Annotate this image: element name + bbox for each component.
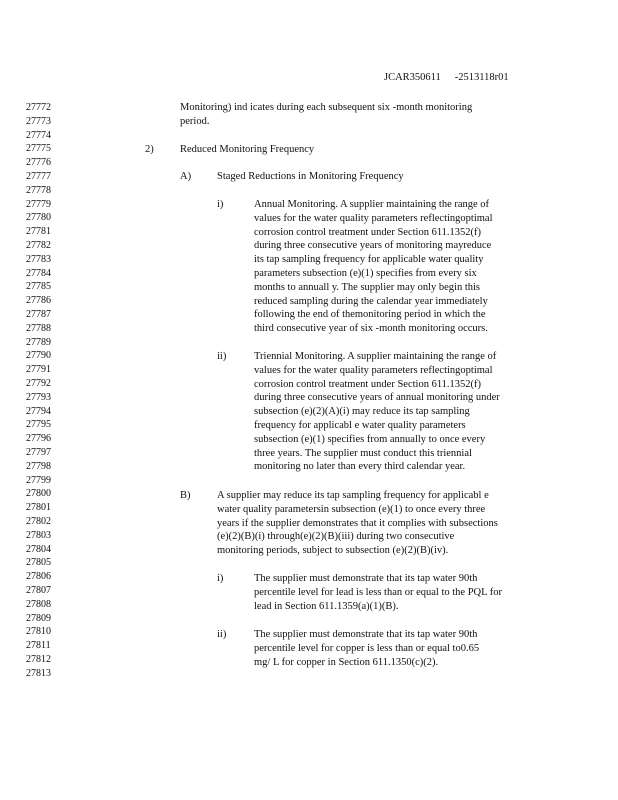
item-2a-ii-line: corrosion control treatment under Section 611.1352(f): [254, 378, 482, 390]
line-number: 27802: [26, 516, 51, 527]
line-number: 27791: [26, 364, 51, 376]
line-number: 27777: [26, 171, 51, 182]
line-number: 27799: [26, 474, 51, 486]
item-2a-heading: Staged Reductions in Monitoring Frequency: [217, 171, 404, 182]
intro-line-1: Monitoring) ind icates during each subsequent six -month monitoring: [180, 102, 473, 113]
line-number: 27779: [26, 198, 51, 210]
item-2b-ii-line: percentile level for copper is less than or equal to0.65: [254, 642, 480, 654]
line-number: 27792: [26, 378, 51, 389]
item-2a-i-line: third consecutive year of six -month monitoring occurs.: [254, 323, 488, 335]
item-2a-i-line: corrosion control treatment under Section 611.1352(f): [254, 226, 482, 238]
item-2-marker: 2): [145, 144, 154, 155]
line-number: 27795: [26, 419, 51, 431]
line-number: 27774: [26, 129, 51, 141]
intro-line-2: period.: [180, 116, 210, 127]
item-2a-i-line: its tap sampling frequency for applicable water quality: [254, 254, 484, 266]
line-number: 27806: [26, 571, 51, 583]
line-number: 27810: [26, 626, 51, 638]
item-2b-ii-line: The supplier must demonstrate that its tap water 90th: [254, 629, 478, 640]
item-2a-ii-line: values for the water quality parameters reflectingoptimal: [254, 364, 493, 376]
line-number: 27780: [26, 212, 51, 224]
item-2b-i-line: percentile level for lead is less than or equal to the PQL for: [254, 586, 503, 598]
item-2a-ii-line: subsection (e)(1) specifies from annually to once every: [254, 433, 486, 445]
line-number: 27787: [26, 309, 51, 320]
line-number: 27786: [26, 295, 51, 307]
line-number: 27782: [26, 240, 51, 251]
line-number: 27804: [26, 543, 51, 555]
line-number: 27772: [26, 102, 51, 113]
line-number: 27812: [26, 654, 51, 665]
line-number: 27790: [26, 350, 51, 362]
item-2a-i-line: reduced sampling during the calendar year immediately: [254, 295, 488, 307]
item-2b-line: water quality parametersin subsection (e)(1) to once every three: [217, 503, 486, 515]
item-2a-ii-line: monitoring no later than every third calendar year.: [254, 461, 466, 473]
line-number: 27808: [26, 598, 51, 610]
line-number: 27785: [26, 281, 51, 293]
line-number: 27798: [26, 460, 51, 472]
item-2b-line: years if the supplier demonstrates that it complies with subsections: [217, 517, 498, 529]
line-number: 27797: [26, 447, 51, 458]
item-2a-i-line: months to annuall y. The supplier may only begin this: [254, 281, 481, 293]
item-2a-i-line: Annual Monitoring. A supplier maintaining the range of: [254, 199, 490, 210]
line-number: 27805: [26, 557, 51, 569]
item-2b-i-line: The supplier must demonstrate that its tap water 90th: [254, 573, 478, 584]
item-2a-ii-line: three years. The supplier must conduct this triennial: [254, 447, 472, 459]
item-2a-ii-marker: ii): [217, 351, 227, 362]
line-number: 27796: [26, 433, 51, 445]
line-number: 27788: [26, 322, 51, 334]
item-2a-i-marker: i): [217, 199, 224, 210]
item-2a-i-line: following the end of themonitoring period in which the: [254, 309, 486, 321]
item-2b-i-line: lead in Section 611.1359(a)(1)(B).: [254, 600, 399, 612]
document-number: -2513118r01: [454, 72, 509, 83]
item-2b-ii-line: mg/ L for copper in Section 611.1350(c)(2).: [254, 656, 439, 668]
item-2b-line: A supplier may reduce its tap sampling frequency for applicabl e: [217, 490, 489, 501]
item-2a-i-line: values for the water quality parameters reflectingoptimal: [254, 212, 493, 224]
item-2-heading: Reduced Monitoring Frequency: [180, 144, 315, 155]
item-2b-ii-marker: ii): [217, 629, 227, 640]
item-2a-ii-line: Triennial Monitoring. A supplier maintaining the range of: [254, 351, 497, 362]
item-2a-ii-line: frequency for applicabl e water quality parameters: [254, 420, 466, 431]
item-2b-line: (e)(2)(B)(i) through(e)(2)(B)(iii) during two consecutive: [217, 531, 455, 543]
item-2a-i-line: during three consecutive years of monitoring mayreduce: [254, 240, 492, 252]
item-2a-ii-line: subsection (e)(2)(A)(i) may reduce its tap sampling: [254, 406, 470, 418]
line-number: 27803: [26, 529, 51, 541]
page-header: [384, 72, 509, 83]
line-number: 27773: [26, 115, 51, 127]
line-number: 27781: [26, 226, 51, 238]
item-2b-marker: B): [180, 490, 191, 501]
item-2b-line: monitoring periods, subject to subsection (e)(2)(B)(iv).: [217, 545, 449, 557]
line-number: 27778: [26, 184, 51, 196]
line-number: 27794: [26, 405, 51, 417]
line-number: 27784: [26, 267, 51, 279]
line-number: 27801: [26, 502, 51, 514]
line-number: 27807: [26, 585, 51, 596]
line-number: 27776: [26, 157, 51, 169]
item-2b-i-marker: i): [217, 573, 224, 584]
document-code: JCAR350611: [384, 72, 441, 83]
line-number: 27783: [26, 253, 51, 265]
line-number: 27793: [26, 391, 51, 403]
item-2a-ii-line: during three consecutive years of annual monitoring under: [254, 392, 500, 404]
item-2a-marker: A): [180, 171, 192, 182]
line-number: 27775: [26, 143, 51, 155]
line-number: 27800: [26, 488, 51, 500]
item-2a-i-line: parameters subsection (e)(1) specifies from every six: [254, 268, 477, 279]
line-number: 27789: [26, 336, 51, 348]
line-number: 27811: [26, 640, 51, 652]
line-number: 27813: [26, 667, 51, 679]
line-number: 27809: [26, 612, 51, 624]
